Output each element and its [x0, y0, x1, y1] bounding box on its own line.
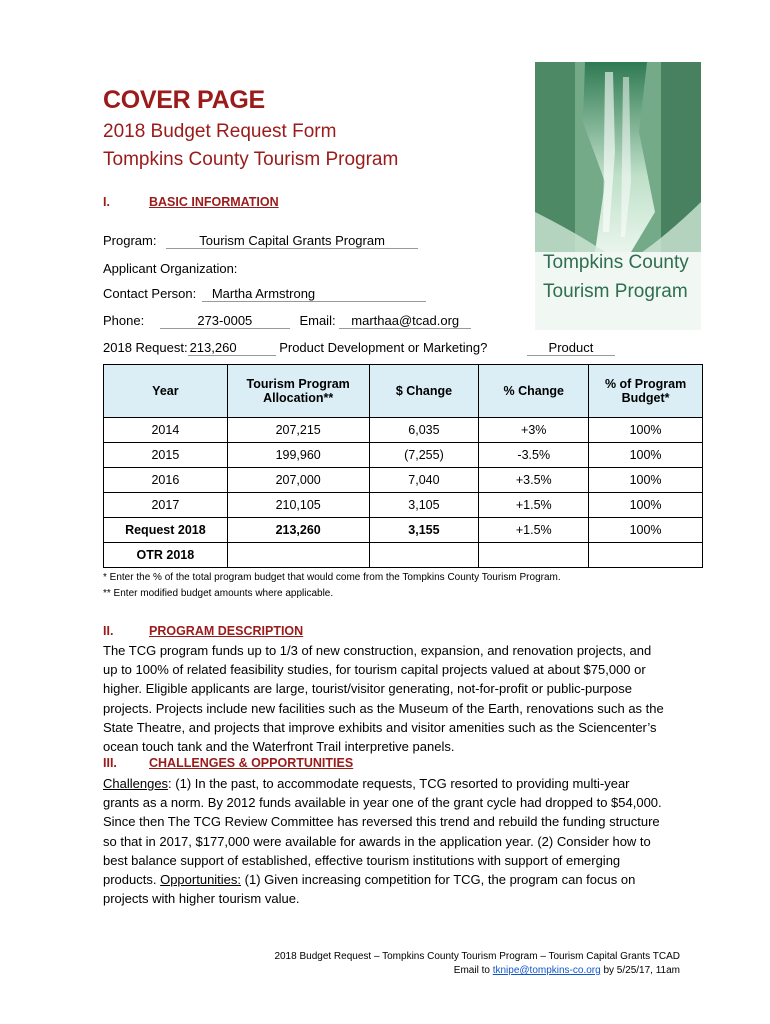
cell-year: 2014: [104, 418, 228, 443]
paragraph-line: up to 100% of related feasibility studies, for tourism capital projects valued at about $75,000 or: [103, 662, 646, 678]
section-challenges-heading: [103, 756, 353, 770]
contact-field: [103, 286, 426, 302]
product-dev-label: Product Development or Marketing?: [279, 340, 488, 355]
cell-percent-budget: 100%: [589, 418, 703, 443]
cell-percent-change: +3.5%: [479, 468, 589, 493]
paragraph-line: Since then The TCG Review Committee has reversed this trend and rebuild the funding structure: [103, 814, 660, 830]
cell-year: 2016: [104, 468, 228, 493]
header-allocation: Tourism Program Allocation**: [227, 365, 369, 418]
budget-history-table: [103, 364, 703, 568]
header-year: Year: [104, 365, 228, 418]
paragraph-line: [103, 870, 708, 889]
opportunities-label: Opportunities:: [160, 872, 242, 888]
program-value[interactable]: Tourism Capital Grants Program: [166, 233, 418, 249]
line-text: products.: [103, 872, 161, 888]
tourism-logo: [535, 62, 701, 330]
contact-value[interactable]: Martha Armstrong: [202, 286, 426, 302]
table-header-row: [104, 365, 703, 418]
paragraph-line: so that in 2017, $177,000 were available for awards in the application year. (2) Consider how to: [103, 833, 651, 849]
section-number: I.: [103, 195, 110, 209]
section-basic-info-heading: [103, 195, 279, 209]
cell-percent-budget: 100%: [589, 468, 703, 493]
footnote-modified: ** Enter modified budget amounts where applicable.: [103, 588, 334, 599]
cell-percent-change: +1.5%: [479, 493, 589, 518]
request-field: [103, 340, 615, 356]
request-value[interactable]: 213,260: [188, 340, 276, 356]
paragraph-line: best balance support of established, effective tourism institutions with support of emerging: [103, 852, 621, 868]
phone-email-field: [103, 313, 471, 329]
cell-allocation: 199,960: [227, 443, 369, 468]
table-row: [104, 418, 703, 443]
program-field: [103, 233, 418, 249]
cell-dollar-change[interactable]: [369, 543, 479, 568]
footer-text: by 5/25/17, 11am: [600, 965, 680, 976]
footer-line: 2018 Budget Request – Tompkins County Tourism Program – Tourism Capital Grants TCAD: [274, 951, 680, 962]
cell-year: 2015: [104, 443, 228, 468]
cell-dollar-change: 3,155: [369, 518, 479, 543]
footer-text: Email to: [453, 965, 493, 976]
program-description-paragraph: [103, 641, 708, 756]
product-dev-value[interactable]: Product: [527, 340, 615, 356]
paragraph-line: higher. Eligible applicants are large, tourist/visitor generating, not-for-profit or public-purpose: [103, 681, 632, 697]
applicant-label: Applicant Organization:: [103, 261, 238, 276]
program-subtitle: Tompkins County Tourism Program: [103, 149, 399, 170]
phone-value[interactable]: 273-0005: [160, 313, 290, 329]
header-dollar-change: $ Change: [369, 365, 479, 418]
cell-dollar-change: 6,035: [369, 418, 479, 443]
contact-label: Contact Person:: [103, 286, 197, 301]
cell-percent-change: +1.5%: [479, 518, 589, 543]
cell-dollar-change: 3,105: [369, 493, 479, 518]
cell-allocation[interactable]: [227, 543, 369, 568]
footer-email-line: [180, 964, 680, 978]
cell-year: Request 2018: [104, 518, 228, 543]
cell-allocation: 207,000: [227, 468, 369, 493]
cell-year: 2017: [104, 493, 228, 518]
cell-allocation: 210,105: [227, 493, 369, 518]
paragraph-line: [103, 774, 708, 793]
page-title: COVER PAGE: [103, 86, 265, 114]
header-percent-budget: % of Program Budget*: [589, 365, 703, 418]
table-row: [104, 493, 703, 518]
form-subtitle: 2018 Budget Request Form: [103, 121, 337, 142]
table-row: [104, 468, 703, 493]
paragraph-line: The TCG program funds up to 1/3 of new construction, expansion, and renovation projects, and: [103, 643, 652, 658]
paragraph-line: projects. Projects include new facilities such as the Museum of the Earth, renovations such as the: [103, 700, 664, 716]
cell-percent-change: -3.5%: [479, 443, 589, 468]
phone-label: Phone:: [103, 313, 145, 328]
section-number: II.: [103, 624, 114, 638]
cell-percent-change: +3%: [479, 418, 589, 443]
footnote-percent: * Enter the % of the total program budget that would come from the Tompkins County Tourism Program.: [103, 572, 561, 583]
email-label: Email:: [299, 313, 336, 328]
request-label: 2018 Request:: [103, 340, 188, 355]
cell-allocation: 213,260: [227, 518, 369, 543]
cell-percent-budget: 100%: [589, 493, 703, 518]
challenges-label: Challenges: [103, 776, 169, 791]
section-title: PROGRAM DESCRIPTION: [149, 624, 304, 638]
header-percent-change: % Change: [479, 365, 589, 418]
section-title: BASIC INFORMATION: [149, 195, 279, 209]
section-number: III.: [103, 756, 117, 770]
email-value[interactable]: marthaa@tcad.org: [339, 313, 471, 329]
cell-percent-change[interactable]: [479, 543, 589, 568]
cell-dollar-change: (7,255): [369, 443, 479, 468]
logo-text-line2: Tourism Program: [543, 281, 688, 302]
footer: [180, 950, 680, 978]
table-row: [104, 518, 703, 543]
paragraph-line: grants as a norm. By 2012 funds available in year one of the grant cycle had dropped to $54,000.: [103, 795, 662, 811]
paragraph-line: ocean touch tank and the Waterfront Trail interpretive panels.: [103, 739, 455, 755]
paragraph-line: State Theatre, and projects that improve exhibits and visitor amenities such as the Sciencenter’s: [103, 719, 657, 735]
cell-dollar-change: 7,040: [369, 468, 479, 493]
cell-percent-budget: 100%: [589, 518, 703, 543]
cell-year: OTR 2018: [104, 543, 228, 568]
cell-percent-budget: 100%: [589, 443, 703, 468]
line-text: : (1) In the past, to accommodate requests, TCG resorted to providing multi-year: [168, 776, 630, 791]
logo-text-line1: Tompkins County: [543, 252, 689, 273]
challenges-paragraph: [103, 774, 708, 908]
cell-allocation: 207,215: [227, 418, 369, 443]
email-link[interactable]: tknipe@tompkins-co.org: [492, 965, 601, 976]
cell-percent-budget[interactable]: [589, 543, 703, 568]
applicant-field: [103, 261, 237, 276]
program-label: Program:: [103, 233, 157, 248]
section-program-description-heading: [103, 624, 303, 638]
table-row: [104, 443, 703, 468]
section-title: CHALLENGES & OPPORTUNITIES: [149, 756, 354, 770]
line-text: (1) Given increasing competition for TCG, the program can focus on: [241, 872, 636, 888]
table-row: [104, 543, 703, 568]
paragraph-line: projects with higher tourism value.: [103, 891, 300, 907]
